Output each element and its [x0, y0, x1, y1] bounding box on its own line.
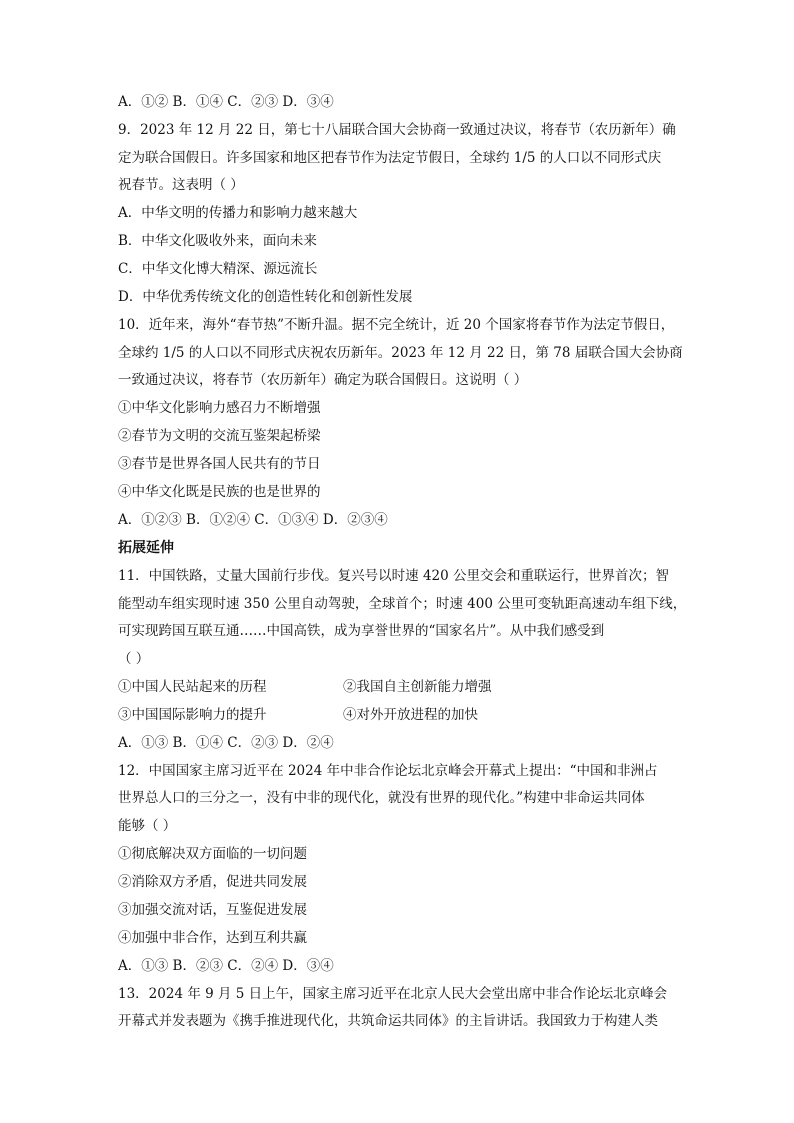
- q11-statements-row-1: [118, 678, 680, 706]
- q10-statement-2: ②春节为文明的交流互鉴架起桥梁: [118, 428, 321, 444]
- q9-option-c: C．中华文化博大精深、源远流长: [118, 261, 318, 277]
- q8-answer-options: A．①② B．①④ C．②③ D．③④: [118, 94, 334, 110]
- q12-statement-4: ④加强中非合作，达到互利共赢: [118, 929, 307, 946]
- document-page: [118, 93, 687, 1040]
- q13-stem-line-1: 13．2024 年 9 月 5 日上午，国家主席习近平在北京人民大会堂出席中非合作论坛北京峰会: [118, 985, 668, 1002]
- q10-statement-4: ④中华文化既是民族的也是世界的: [118, 484, 321, 500]
- q10-statement-1: ①中华文化影响力感召力不断增强: [118, 400, 321, 416]
- q11-statement-2: ②我国自主创新能力增强: [343, 678, 492, 695]
- q11-answer-options: A．①③ B．①④ C．②③ D．②④: [118, 734, 334, 751]
- q11-statement-3: ③中国国际影响力的提升: [118, 706, 267, 723]
- q10-answer-options: A．①②③ B．①②④ C．①③④ D．②③④: [118, 512, 388, 528]
- q10-statement-3: ③春节是世界各国人民共有的节日: [118, 456, 321, 472]
- q11-statement-4: ④对外开放进程的加快: [343, 706, 478, 723]
- q11-statements-row-2: [118, 706, 680, 734]
- q11-stem-line-2: 能型动车组实现时速 350 公里自动驾驶，全球首个；时速 400 公里可变轨距高速动车组下线，: [118, 595, 687, 612]
- q9-stem-line-1: 9．2023 年 12 月 22 日，第七十八届联合国大会协商一致通过决议，将春节（农历新年）确: [118, 122, 676, 138]
- q9-stem-line-2: 定为联合国假日。许多国家和地区把春节作为法定节假日，全球约 1/5 的人口以不同形式庆: [118, 149, 662, 166]
- q10-stem-line-2: 全球约 1/5 的人口以不同形式庆祝农历新年。2023 年 12 月 22 日，第 78 届联合国大会协商: [118, 344, 683, 361]
- q11-statement-1: ①中国人民站起来的历程: [118, 678, 267, 695]
- q12-statement-1: ①彻底解决双方面临的一切问题: [118, 845, 307, 862]
- q12-stem-line-2: 世界总人口的三分之一，没有中非的现代化，就没有世界的现代化。”构建中非命运共同体: [118, 790, 645, 806]
- q12-stem-line-1: 12．中国国家主席习近平在 2024 年中非合作论坛北京峰会开幕式上提出：“中国和非洲占: [118, 762, 658, 779]
- q12-statement-3: ③加强交流对话，互鉴促进发展: [118, 901, 307, 918]
- q9-option-b: B．中华文化吸收外来，面向未来: [118, 233, 317, 249]
- q11-stem-line-4: （ ）: [118, 650, 150, 667]
- q11-stem-line-1: 11．中国铁路，丈量大国前行步伐。复兴号以时速 420 公里交会和重联运行，世界首次；智: [118, 568, 670, 584]
- q9-option-a: A．中华文明的传播力和影响力越来越大: [118, 205, 358, 221]
- q12-statement-2: ②消除双方矛盾，促进共同发展: [118, 873, 307, 890]
- q13-stem-line-2: 开幕式并发表题为《携手推进现代化，共筑命运共同体》的主旨讲话。我国致力于构建人类: [118, 1013, 658, 1029]
- q12-stem-line-3: 能够（ ）: [118, 817, 177, 834]
- q10-stem-line-1: 10．近年来，海外“春节热”不断升温。据不完全统计，近 20 个国家将春节作为法定节假日，: [118, 317, 675, 333]
- section-heading: 拓展延伸: [118, 540, 174, 556]
- q11-stem-line-3: 可实现跨国互联互通……中国高铁，成为享誉世界的“国家名片”。从中我们感受到: [118, 623, 605, 639]
- q10-stem-line-3: 一致通过决议，将春节（农历新年）确定为联合国假日。这说明（ ）: [118, 372, 528, 388]
- q9-stem-line-3: 祝春节。这表明（ ）: [118, 177, 244, 193]
- q9-option-d: D．中华优秀传统文化的创造性转化和创新性发展: [118, 289, 413, 305]
- q12-answer-options: A．①③ B．②③ C．②④ D．③④: [118, 957, 334, 974]
